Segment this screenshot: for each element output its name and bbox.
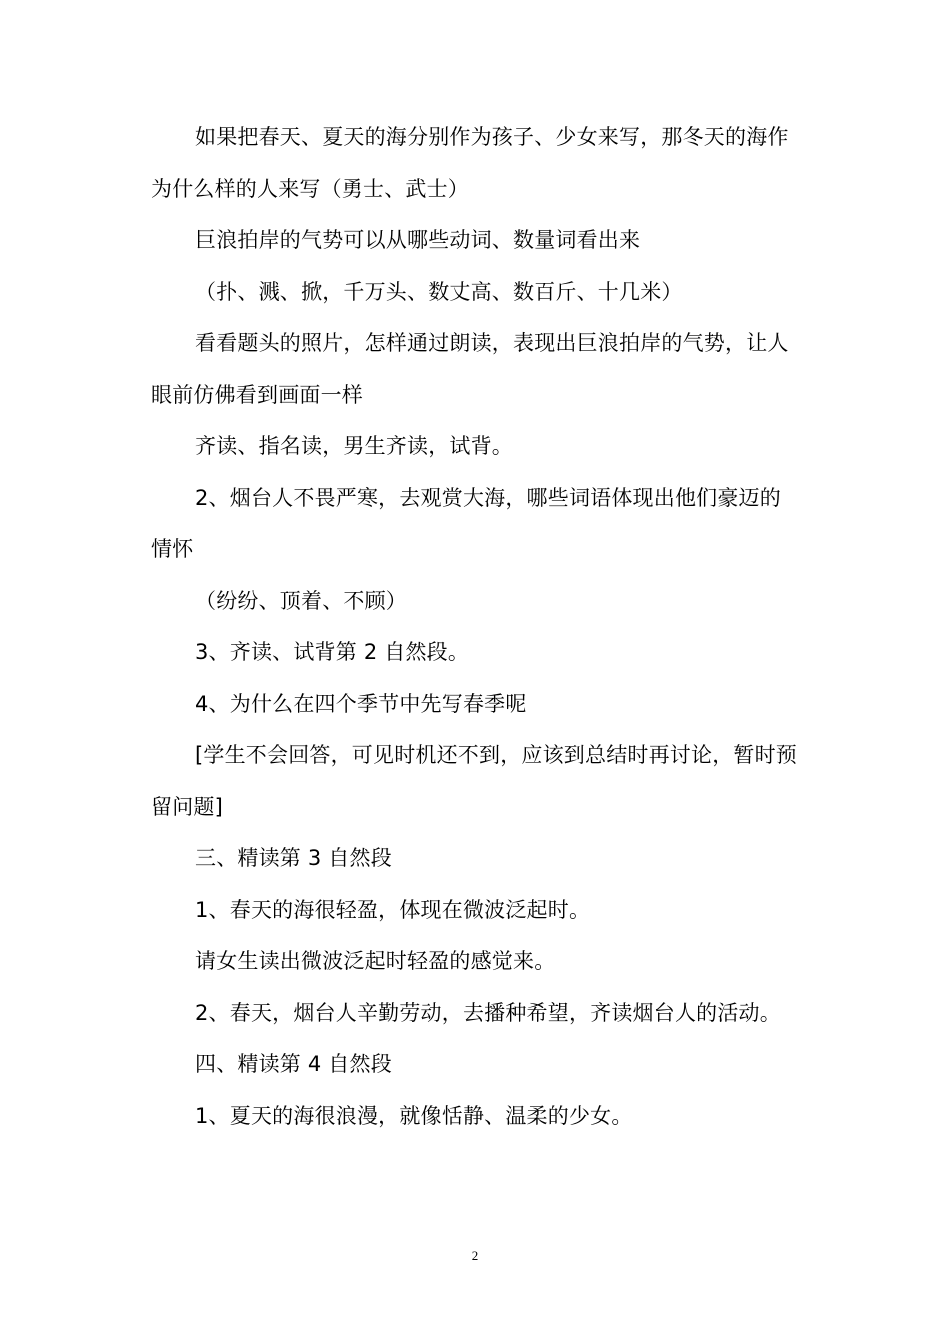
paragraph: （纷纷、顶着、不顾） xyxy=(195,588,407,613)
document-body xyxy=(151,112,801,1142)
paragraph: 1、春天的海很轻盈，体现在微波泛起时。 xyxy=(195,897,591,922)
paragraph: 2、春天，烟台人辛勤劳动，去播种希望，齐读烟台人的活动。 xyxy=(195,1000,781,1025)
paragraph: 齐读、指名读，男生齐读，试背。 xyxy=(195,434,513,458)
section-heading: 三、精读第 3 自然段 xyxy=(195,846,392,870)
paragraph: 3、齐读、试背第 2 自然段。 xyxy=(195,640,470,664)
paragraph: 如果把春天、夏天的海分别作为孩子、少女来写，那冬天的海作为什么样的人来写（勇士、武士） xyxy=(151,125,789,201)
paragraph: （扑、溅、掀，千万头、数丈高、数百斤、十几米） xyxy=(195,279,683,304)
paragraph: [学生不会回答，可见时机还不到，应该到总结时再讨论，暂时预留问题] xyxy=(151,743,797,819)
paragraph: 看看题头的照片，怎样通过朗读，表现出巨浪拍岸的气势，让人眼前仿佛看到画面一样 xyxy=(151,331,789,407)
section-heading: 四、精读第 4 自然段 xyxy=(195,1052,392,1076)
paragraph: 1、夏天的海很浪漫，就像恬静、温柔的少女。 xyxy=(195,1103,633,1128)
paragraph: 请女生读出微波泛起时轻盈的感觉来。 xyxy=(195,949,556,973)
page-number: 2 xyxy=(471,1248,479,1263)
paragraph: 巨浪拍岸的气势可以从哪些动词、数量词看出来 xyxy=(195,228,641,252)
paragraph: 4、为什么在四个季节中先写春季呢 xyxy=(195,691,527,716)
paragraph: 2、烟台人不畏严寒，去观赏大海，哪些词语体现出他们豪迈的情怀 xyxy=(151,485,781,561)
